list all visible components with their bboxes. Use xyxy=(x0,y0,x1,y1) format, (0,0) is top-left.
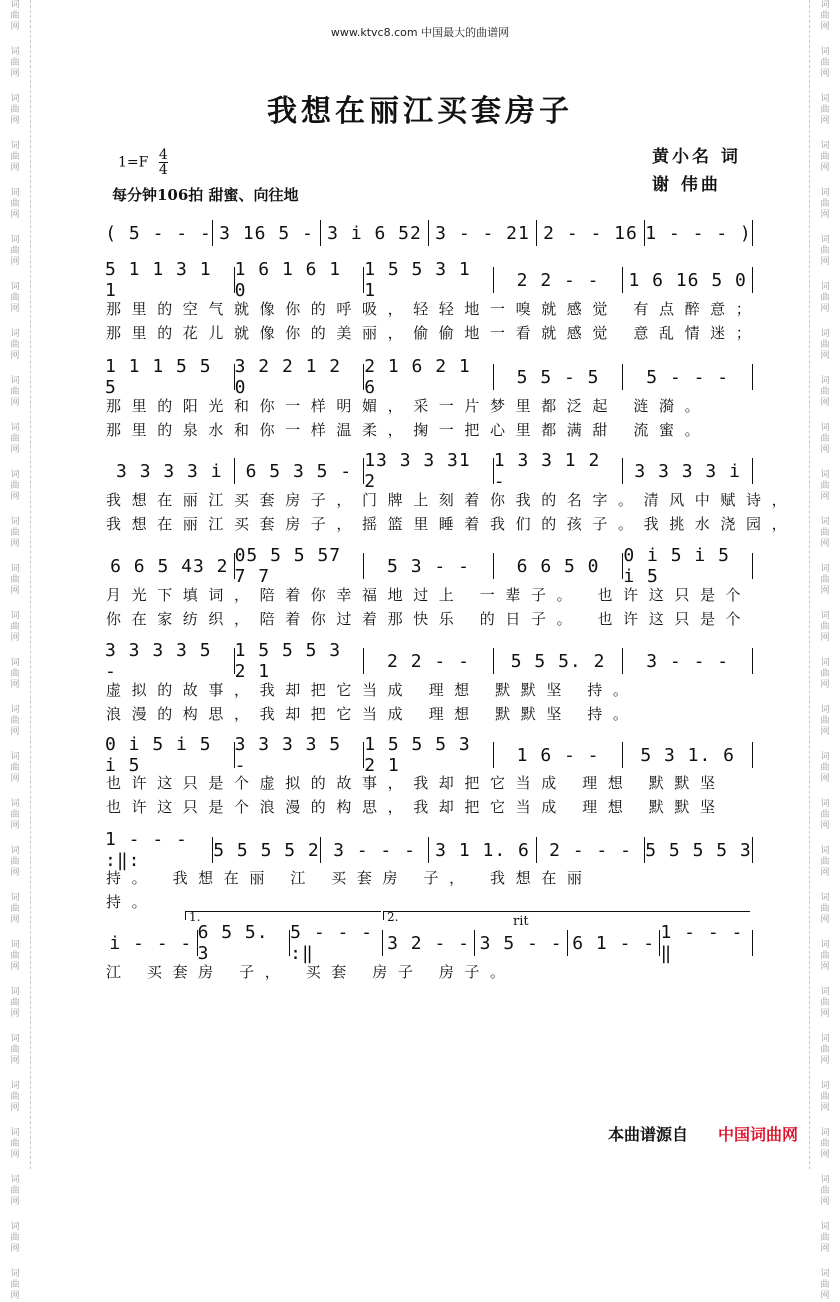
watermark-text: 词 曲 网 xyxy=(10,987,20,1019)
measure: 3 16 5 - xyxy=(212,220,320,246)
watermark-text: 词 曲 网 xyxy=(820,564,830,596)
watermark-text: 词 曲 网 xyxy=(820,517,830,549)
measure: 5 - - - :‖ xyxy=(289,930,382,956)
watermark-text: 词 曲 网 xyxy=(10,893,20,925)
left-watermark-strip xyxy=(4,0,26,1301)
lyric-verse-2: 浪漫的构思，我却把它当成 理想 默默坚 持。 xyxy=(106,705,639,723)
watermark-text: 词 曲 网 xyxy=(10,282,20,314)
lyric-verse-1: 持。 我想在丽 江 买套房 子， 我想在丽 xyxy=(106,869,593,887)
volta-1-label: 1. xyxy=(189,910,201,924)
watermark-text: 词 曲 网 xyxy=(10,1034,20,1066)
measure: 3 3 3 3 5 - xyxy=(234,742,364,768)
measure: 2 2 - - xyxy=(363,648,493,674)
watermark-text: 词 曲 网 xyxy=(820,846,830,878)
watermark-text: 词 曲 网 xyxy=(10,1128,20,1160)
volta-bracket-2 xyxy=(383,911,750,920)
lyric-verse-2: 持。 xyxy=(106,893,158,911)
lyric-verse-2: 那里的花儿就像你的美丽，偷偷地一看就感觉 意乱情迷； xyxy=(106,324,762,342)
watermark-text: 词 曲 网 xyxy=(10,1222,20,1254)
watermark-text: 词 曲 网 xyxy=(820,329,830,361)
watermark-text: 词 曲 网 xyxy=(10,658,20,690)
measure: 1 1 1 5 5 5 xyxy=(105,356,212,398)
measure: 2 2 - - xyxy=(493,267,623,293)
volta-2-label: 2. xyxy=(387,910,399,924)
watermark-text: 词 曲 网 xyxy=(820,376,830,408)
watermark-text: 词 曲 网 xyxy=(10,0,20,32)
measure: 3 - - - xyxy=(622,648,753,674)
measure: 6 6 5 43 2 xyxy=(110,555,229,577)
measure: 5 1 1 3 1 1 xyxy=(105,259,212,301)
watermark-text: 词 曲 网 xyxy=(10,47,20,79)
measure: 5 3 - - xyxy=(363,553,493,579)
watermark-text: 词 曲 网 xyxy=(820,235,830,267)
measure: 5 5 5 5 2 xyxy=(212,837,320,863)
measure: 1 - - - ) xyxy=(644,220,753,246)
watermark-text: 词 曲 网 xyxy=(820,1222,830,1254)
score-system-3 xyxy=(105,356,753,398)
tempo-marking: 每分钟106拍 甜蜜、向往地 xyxy=(112,186,299,204)
measure: 3 5 - - xyxy=(474,930,567,956)
watermark-text: 词 曲 网 xyxy=(820,282,830,314)
measure: 3 1 1. 6 xyxy=(428,837,536,863)
watermark-text: 词 曲 网 xyxy=(820,141,830,173)
measure: i - - - xyxy=(109,932,193,954)
watermark-text: 词 曲 网 xyxy=(820,987,830,1019)
measure: 1 6 - - xyxy=(493,742,623,768)
measure: 5 5 - 5 xyxy=(493,364,623,390)
watermark-text: 词 曲 网 xyxy=(10,940,20,972)
watermark-text: 词 曲 网 xyxy=(820,1269,830,1301)
score-system-8 xyxy=(105,829,753,871)
left-margin-line xyxy=(30,0,31,1169)
watermark-text: 词 曲 网 xyxy=(10,423,20,455)
watermark-text: 词 曲 网 xyxy=(10,611,20,643)
watermark-text: 词 曲 网 xyxy=(820,752,830,784)
watermark-text: 词 曲 网 xyxy=(10,1081,20,1113)
lyric-verse-1: 那里的空气就像你的呼吸，轻轻地一嗅就感觉 有点醉意； xyxy=(106,300,762,318)
right-watermark-strip xyxy=(814,0,836,1301)
score-system-7 xyxy=(105,734,753,776)
volta-bracket-1 xyxy=(185,911,381,920)
watermark-text: 词 曲 网 xyxy=(820,47,830,79)
measure: 1 3 3 1 2 - xyxy=(493,458,623,484)
measure: 6 5 5. 3 xyxy=(197,930,290,956)
measure: 5 5 5 5 3 xyxy=(644,837,753,863)
measure: 3 3 3 3 5 - xyxy=(105,640,212,682)
watermark-text: 词 曲 网 xyxy=(10,1269,20,1301)
ritardando-mark: rit xyxy=(513,914,529,929)
site-header[interactable]: www.ktvc8.com 中国最大的曲谱网 xyxy=(330,26,510,39)
time-signature xyxy=(159,148,168,177)
watermark-text: 词 曲 网 xyxy=(10,564,20,596)
watermark-text: 词 曲 网 xyxy=(10,470,20,502)
key-signature xyxy=(118,148,168,177)
watermark-text: 词 曲 网 xyxy=(10,329,20,361)
watermark-text: 词 曲 网 xyxy=(10,141,20,173)
lyric-verse-2: 你在家纺织，陪着你过着那快乐 的日子。 也许这只是个 xyxy=(106,610,752,628)
measure: 1 6 1 6 1 0 xyxy=(234,267,364,293)
watermark-text: 词 曲 网 xyxy=(820,1081,830,1113)
watermark-text: 词 曲 网 xyxy=(820,705,830,737)
watermark-text: 词 曲 网 xyxy=(10,517,20,549)
key-label: 1=F xyxy=(118,154,149,171)
measure: 1 5 5 5 3 2 1 xyxy=(234,648,364,674)
watermark-text: 词 曲 网 xyxy=(820,188,830,220)
watermark-text: 词 曲 网 xyxy=(10,799,20,831)
measure: 2 - - - xyxy=(536,837,644,863)
watermark-text: 词 曲 网 xyxy=(10,188,20,220)
lyric-verse-1: 我想在丽江买套房子，门牌上刻着你我的名字。清风中赋诗， xyxy=(106,491,798,509)
measure: 5 - - - xyxy=(622,364,753,390)
watermark-text: 词 曲 网 xyxy=(820,611,830,643)
watermark-text: 词 曲 网 xyxy=(10,94,20,126)
watermark-text: 词 曲 网 xyxy=(820,423,830,455)
lyricist-credit: 黄小名 词 xyxy=(652,147,741,167)
score-system-2 xyxy=(105,259,753,301)
watermark-text: 词 曲 网 xyxy=(820,1128,830,1160)
measure: 1 6 16 5 0 xyxy=(622,267,753,293)
lyric-verse-1: 那里的阳光和你一样明媚，采一片梦里都泛起 涟漪。 xyxy=(106,397,711,415)
measure: 13 3 3 31 2 xyxy=(363,458,493,484)
watermark-text: 词 曲 网 xyxy=(820,470,830,502)
watermark-text: 词 曲 网 xyxy=(820,1034,830,1066)
watermark-text: 词 曲 网 xyxy=(10,705,20,737)
watermark-text: 词 曲 网 xyxy=(10,376,20,408)
watermark-text: 词 曲 网 xyxy=(10,1175,20,1207)
lyric-verse-1: 月光下填词，陪着你幸福地过上 一辈子。 也许这只是个 xyxy=(106,586,752,604)
measure: 1 - - - ‖ xyxy=(659,930,753,956)
measure: 3 - - 21 xyxy=(428,220,536,246)
score-system-4 xyxy=(105,450,753,492)
measure: 1 5 5 5 3 2 1 xyxy=(363,742,493,768)
lyric-verse-2: 也许这只是个浪漫的构思，我却把它当成 理想 默默坚 xyxy=(106,798,726,816)
time-bottom: 4 xyxy=(158,162,168,178)
watermark-text: 词 曲 网 xyxy=(820,940,830,972)
measure: 6 6 5 0 xyxy=(493,553,623,579)
score-system-5 xyxy=(105,545,753,587)
watermark-text: 词 曲 网 xyxy=(10,235,20,267)
measure: 6 5 3 5 - xyxy=(234,458,364,484)
measure: 0 i 5 i 5 i 5 xyxy=(622,553,753,579)
watermark-text: 词 曲 网 xyxy=(820,799,830,831)
lyric-verse-2: 那里的泉水和你一样温柔，掬一把心里都满甜 流蜜。 xyxy=(106,421,711,439)
measure: 2 1 6 2 1 6 xyxy=(363,364,493,390)
measure: 3 3 3 3 i xyxy=(622,458,753,484)
measure: 6 1 - - xyxy=(567,930,660,956)
watermark-text: 词 曲 网 xyxy=(10,752,20,784)
measure: 2 - - 16 xyxy=(536,220,644,246)
measure: 3 3 3 3 i xyxy=(116,460,223,482)
measure: 3 2 2 1 2 0 xyxy=(234,364,364,390)
time-top: 4 xyxy=(158,147,168,163)
measure: 1 - - - :‖: xyxy=(105,829,188,871)
measure: 3 - - - xyxy=(320,837,428,863)
watermark-text: 词 曲 网 xyxy=(820,658,830,690)
measure: 3 i 6 52 xyxy=(320,220,428,246)
watermark-text: 词 曲 网 xyxy=(820,1175,830,1207)
score-system-6 xyxy=(105,640,753,682)
source-site-link[interactable]: 中国词曲网 xyxy=(718,1125,799,1144)
score-system-1 xyxy=(105,220,753,246)
measure: 5 5 5. 2 xyxy=(493,648,623,674)
source-label: 本曲谱源自 xyxy=(608,1125,689,1144)
measure: 05 5 5 57 7 7 xyxy=(234,553,364,579)
lyric-verse-1: 江 买套房 子， 买套 房子 房子。 xyxy=(106,963,516,981)
measure: ( 5 - - - xyxy=(105,222,212,244)
watermark-text: 词 曲 网 xyxy=(820,94,830,126)
measure: 1 5 5 3 1 1 xyxy=(363,267,493,293)
measure: 5 3 1. 6 xyxy=(622,742,753,768)
measure: 0 i 5 i 5 i 5 xyxy=(105,734,212,776)
lyric-verse-1: 虚拟的故事，我却把它当成 理想 默默坚 持。 xyxy=(106,681,639,699)
song-title: 我想在丽江买套房子 xyxy=(267,94,573,129)
watermark-text: 词 曲 网 xyxy=(820,0,830,32)
score-system-9 xyxy=(105,922,753,964)
watermark-text: 词 曲 网 xyxy=(10,846,20,878)
lyric-verse-1: 也许这只是个虚拟的故事，我却把它当成 理想 默默坚 xyxy=(106,774,726,792)
composer-credit: 谢 伟曲 xyxy=(652,175,721,195)
watermark-text: 词 曲 网 xyxy=(820,893,830,925)
right-margin-line xyxy=(809,0,810,1169)
measure: 3 2 - - xyxy=(382,930,475,956)
lyric-verse-2: 我想在丽江买套房子，摇篮里睡着我们的孩子。我挑水浇园， xyxy=(106,515,798,533)
